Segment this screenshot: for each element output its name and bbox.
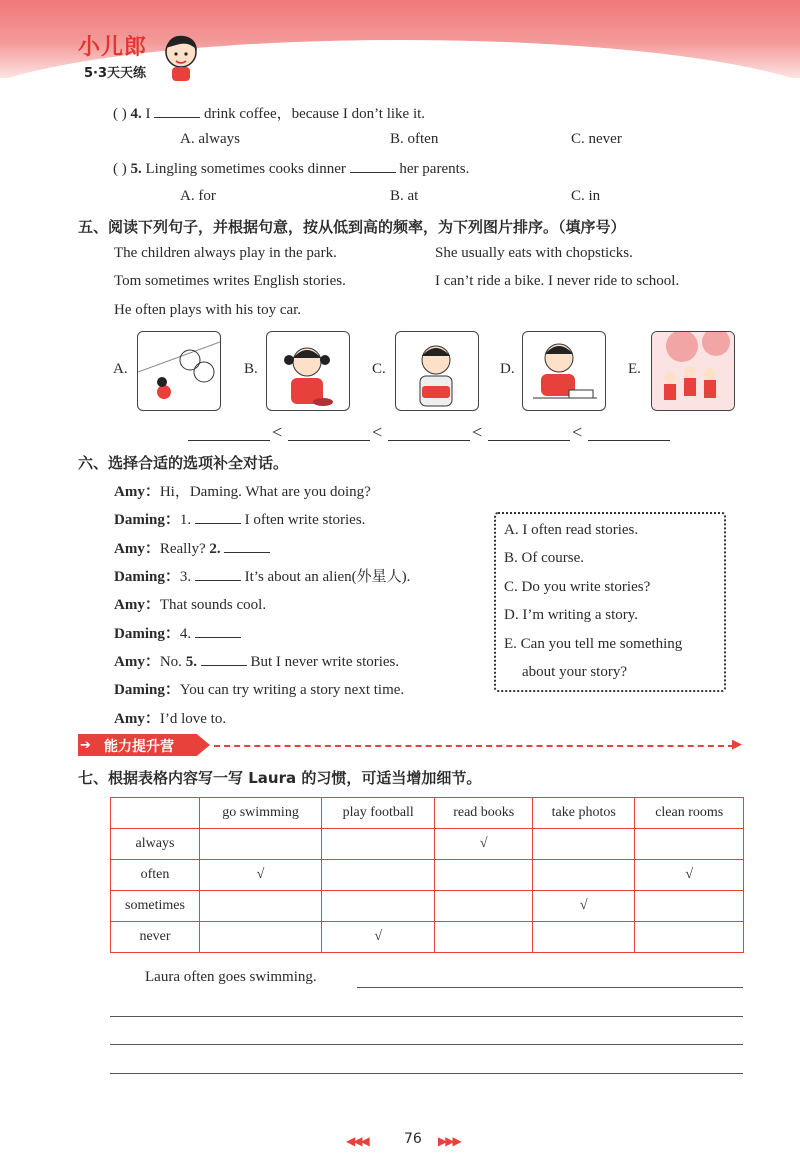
example-sentence: Laura often goes swimming. xyxy=(145,969,317,985)
answer-blank[interactable] xyxy=(350,160,396,173)
dialogue-line: Daming：You can try writing a story next time. xyxy=(114,682,405,698)
option-item: D. I’m writing a story. xyxy=(504,607,639,623)
sentence: Tom sometimes writes English stories. xyxy=(114,273,346,289)
sentence: I can’t ride a bike. I never ride to school. xyxy=(435,273,680,289)
section-6-title: 六、选择合适的选项补全对话。 xyxy=(78,454,289,472)
dialogue-text: It’s about an alien(外星人). xyxy=(244,569,411,585)
table-cell xyxy=(200,829,322,860)
dialogue-line: Amy：I’d love to. xyxy=(114,711,227,727)
children-park-picture xyxy=(651,331,735,411)
table-cell xyxy=(533,922,635,953)
table-row xyxy=(111,860,744,891)
less-than-symbol: < xyxy=(272,422,283,442)
less-than-symbol: < xyxy=(572,422,583,442)
blank-number: 3. xyxy=(179,569,192,585)
blank-number: 1. xyxy=(179,512,192,528)
writing-line[interactable] xyxy=(110,1044,743,1045)
option-item: E. Can you tell me something xyxy=(504,636,683,652)
dialogue-line: Daming：3. It’s about an alien(外星人). xyxy=(114,569,411,585)
speaker: Daming xyxy=(114,626,165,642)
dialogue-line: Amy：That sounds cool. xyxy=(114,597,267,613)
question-text: her parents. xyxy=(399,161,470,177)
less-than-symbol: < xyxy=(372,422,383,442)
table-cell xyxy=(533,860,635,891)
mascot-icon xyxy=(160,30,202,82)
option-item: about your story? xyxy=(522,664,627,680)
dialogue-line: Amy：Really? 2. xyxy=(114,537,270,558)
question-5 xyxy=(113,160,469,178)
question-text: Lingling sometimes cooks dinner xyxy=(145,161,346,177)
logo-title: 小儿郎 xyxy=(78,35,148,60)
blank-number: 5. xyxy=(185,654,197,670)
dialogue-text: You can try writing a story next time. xyxy=(179,682,405,698)
dialogue-text: Really? xyxy=(159,541,206,557)
left-arrows-icon: ◀◀◀ xyxy=(346,1134,368,1148)
answer-blank[interactable] xyxy=(201,653,247,666)
table-cell: √ xyxy=(635,860,744,891)
answer-blank[interactable] xyxy=(195,625,241,638)
table-cell xyxy=(435,922,533,953)
answer-blank[interactable] xyxy=(195,568,241,581)
order-blank[interactable] xyxy=(188,440,270,441)
option-c: C. in xyxy=(571,188,601,204)
answer-paren[interactable]: ( ) xyxy=(113,161,127,177)
boy-writing-picture xyxy=(522,331,606,411)
table-cell xyxy=(635,891,744,922)
picture-label: E. xyxy=(628,361,641,377)
speaker: Amy xyxy=(114,484,145,500)
blank-number: 2. xyxy=(209,541,221,557)
writing-line[interactable] xyxy=(110,1073,743,1074)
right-arrows-icon: ▶▶▶ xyxy=(438,1134,460,1148)
table-header-cell xyxy=(111,798,200,829)
table-header-cell: take photos xyxy=(533,798,635,829)
table-cell xyxy=(200,891,322,922)
option-item: A. I often read stories. xyxy=(504,522,639,538)
banner-end-arrow-icon: ▶ xyxy=(732,737,742,752)
option-a: A. always xyxy=(180,131,240,147)
option-a: A. for xyxy=(180,188,216,204)
dialogue-text: But I never write stories. xyxy=(250,654,400,670)
question-4 xyxy=(113,102,425,123)
table-cell: √ xyxy=(435,829,533,860)
table-header-cell: play football xyxy=(322,798,435,829)
picture-label: D. xyxy=(500,361,515,377)
option-b: B. at xyxy=(390,188,419,204)
question-text: drink coffee，because I don’t like it. xyxy=(204,106,426,122)
row-label: often xyxy=(111,860,200,891)
dialogue-text: I often write stories. xyxy=(244,512,366,528)
option-item: B. Of course. xyxy=(504,550,584,566)
order-blank[interactable] xyxy=(388,440,470,441)
table-cell xyxy=(322,829,435,860)
table-row xyxy=(111,829,744,860)
option-c: C. never xyxy=(571,131,622,147)
girl-eating-picture xyxy=(266,331,350,411)
blank-number: 4. xyxy=(179,626,192,642)
table-row xyxy=(111,922,744,953)
table-cell: √ xyxy=(200,860,322,891)
question-number: 5. xyxy=(130,161,142,177)
banner-dashed-line xyxy=(214,745,734,747)
answer-blank[interactable] xyxy=(195,511,241,524)
sentence: He often plays with his toy car. xyxy=(114,302,302,318)
dialogue-text: No. xyxy=(159,654,182,670)
picture-label: A. xyxy=(113,361,128,377)
speaker: Amy xyxy=(114,597,145,613)
speaker: Amy xyxy=(114,541,145,557)
table-cell xyxy=(200,922,322,953)
table-row xyxy=(111,891,744,922)
answer-blank[interactable] xyxy=(154,105,200,118)
table-cell xyxy=(635,922,744,953)
dialogue-text: Hi，Daming. What are you doing? xyxy=(159,484,371,500)
answer-blank[interactable] xyxy=(224,540,270,553)
section-7-title: 七、根据表格内容写一写 Laura 的习惯，可适当增加细节。 xyxy=(78,769,482,787)
table-cell: √ xyxy=(533,891,635,922)
table-header-cell: clean rooms xyxy=(635,798,744,829)
dialogue-text: That sounds cool. xyxy=(159,597,267,613)
row-label: always xyxy=(111,829,200,860)
table-cell: √ xyxy=(322,922,435,953)
writing-line[interactable] xyxy=(357,987,743,988)
habit-table xyxy=(110,797,744,953)
sentence: The children always play in the park. xyxy=(114,245,337,261)
logo-subtitle: 5·3天天练 xyxy=(84,66,147,81)
table-cell xyxy=(435,891,533,922)
row-label: sometimes xyxy=(111,891,200,922)
speaker: Daming xyxy=(114,682,165,698)
order-blank[interactable] xyxy=(288,440,370,441)
table-cell xyxy=(322,860,435,891)
order-blank[interactable] xyxy=(488,440,570,441)
table-cell xyxy=(435,860,533,891)
speaker: Daming xyxy=(114,569,165,585)
banner-label: 能力提升营 xyxy=(104,739,174,755)
question-text: I xyxy=(145,106,151,122)
picture-label: C. xyxy=(372,361,386,377)
boy-toy-car-picture xyxy=(395,331,479,411)
picture-label: B. xyxy=(244,361,258,377)
table-cell xyxy=(533,829,635,860)
table-header-cell: read books xyxy=(435,798,533,829)
banner-arrow-icon: ➔ xyxy=(80,738,91,753)
sentence: She usually eats with chopsticks. xyxy=(435,245,633,261)
order-blank[interactable] xyxy=(588,440,670,441)
writing-line[interactable] xyxy=(110,1016,743,1017)
speaker: Amy xyxy=(114,711,145,727)
dialogue-line: Amy：Hi，Daming. What are you doing? xyxy=(114,484,371,500)
answer-paren[interactable]: ( ) xyxy=(113,106,127,122)
less-than-symbol: < xyxy=(472,422,483,442)
dialogue-text: I’d love to. xyxy=(159,711,227,727)
dialogue-line: Daming：4. xyxy=(114,622,241,643)
speaker: Amy xyxy=(114,654,145,670)
page-number: 76 xyxy=(404,1131,422,1147)
table-header-row xyxy=(111,798,744,829)
dialogue-line: Amy：No. 5. But I never write stories. xyxy=(114,654,400,670)
speaker: Daming xyxy=(114,512,165,528)
table-header-cell: go swimming xyxy=(200,798,322,829)
question-number: 4. xyxy=(130,106,142,122)
fallen-bike-picture xyxy=(137,331,221,411)
row-label: never xyxy=(111,922,200,953)
table-cell xyxy=(635,829,744,860)
table-cell xyxy=(322,891,435,922)
dialogue-line: Daming：1. I often write stories. xyxy=(114,512,366,528)
option-item: C. Do you write stories? xyxy=(504,579,651,595)
option-b: B. often xyxy=(390,131,439,147)
section-5-title: 五、阅读下列句子，并根据句意，按从低到高的频率，为下列图片排序。（填序号） xyxy=(78,218,626,236)
